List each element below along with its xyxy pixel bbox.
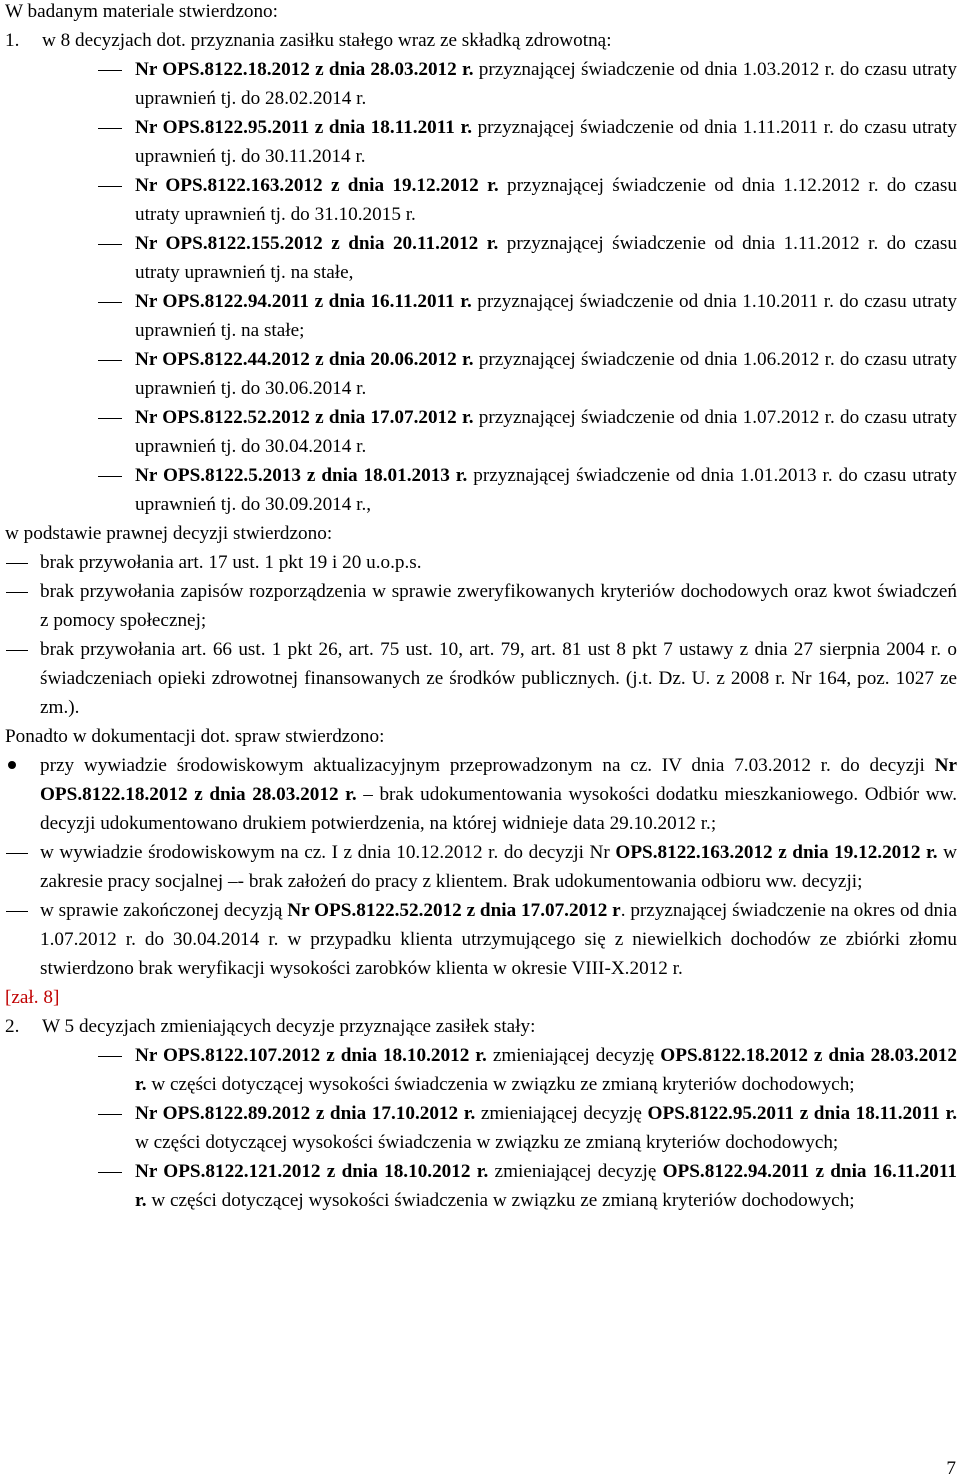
list-item: Nr OPS.8122.155.2012 z dnia 20.11.2012 r. przyznającej świadczenie od dnia 1.11.2012 r. do czasu utraty uprawnień tj. na stałe, <box>5 229 957 287</box>
dash-marker <box>98 461 135 519</box>
list-item: Nr OPS.8122.44.2012 z dnia 20.06.2012 r. przyznającej świadczenie od dnia 1.06.2012 r. do czasu utraty uprawnień tj. do 30.06.2014 r. <box>5 345 957 403</box>
list-item: Nr OPS.8122.18.2012 z dnia 28.03.2012 r. przyznającej świadczenie od dnia 1.03.2012 r. do czasu utraty uprawnień tj. do 28.02.2014 r. <box>5 55 957 113</box>
page-number: 7 <box>946 1458 956 1479</box>
dash-marker <box>5 896 40 983</box>
dash-marker <box>5 838 40 896</box>
dash-marker <box>5 577 40 635</box>
dash-marker <box>98 171 135 229</box>
dash-marker <box>98 403 135 461</box>
dash-marker <box>5 635 40 722</box>
list-item: Nr OPS.8122.94.2011 z dnia 16.11.2011 r. przyznającej świadczenie od dnia 1.10.2011 r. do czasu utraty uprawnień tj. na stałe; <box>5 287 957 345</box>
dash-marker <box>5 548 40 577</box>
list-item: w sprawie zakończonej decyzją Nr OPS.8122.52.2012 z dnia 17.07.2012 r. przyznającej świadczenie na okres od dnia 1.07.2012 r. do 30.04.2014 r. w przypadku klienta utrzymującego się z niewielkich dochodów ze zbiórki złomu stwierdzono brak weryfikacji wysokości zarobków klienta w okresie VIII-X.2012 r. <box>5 896 957 983</box>
attachment-reference: [zał. 8] <box>5 987 60 1008</box>
dash-marker <box>98 55 135 113</box>
dash-marker <box>98 1157 135 1215</box>
intro-text: W badanym materiale stwierdzono: <box>5 1 278 22</box>
section-1 <box>5 26 957 55</box>
list-item: Nr OPS.8122.107.2012 z dnia 18.10.2012 r. zmieniającej decyzję OPS.8122.18.2012 z dnia 28.03.2012 r. w części dotyczącej wysokości świadczenia w związku ze zmianą kryteriów dochodowych; <box>5 1041 957 1099</box>
dash-marker <box>98 287 135 345</box>
docs-heading: Ponadto w dokumentacji dot. spraw stwierdzono: <box>5 726 385 747</box>
section-1-title: w 8 decyzjach dot. przyznania zasiłku stałego wraz ze składką zdrowotną: <box>42 30 612 51</box>
list-item: Nr OPS.8122.89.2012 z dnia 17.10.2012 r. zmieniającej decyzję OPS.8122.95.2011 z dnia 18.11.2011 r. w części dotyczącej wysokości świadczenia w związku ze zmianą kryteriów dochodowych; <box>5 1099 957 1157</box>
dash-marker <box>98 1099 135 1157</box>
dash-marker <box>98 1041 135 1099</box>
section-2-title: W 5 decyzjach zmieniających decyzje przyznające zasiłek stały: <box>42 1016 536 1037</box>
bullet-marker <box>5 751 40 838</box>
list-item: Nr OPS.8122.95.2011 z dnia 18.11.2011 r. przyznającej świadczenie od dnia 1.11.2011 r. do czasu utraty uprawnień tj. do 30.11.2014 r. <box>5 113 957 171</box>
basis-heading: w podstawie prawnej decyzji stwierdzono: <box>5 523 333 544</box>
dash-marker <box>98 345 135 403</box>
page-content <box>5 0 957 1215</box>
list-item: Nr OPS.8122.163.2012 z dnia 19.12.2012 r. przyznającej świadczenie od dnia 1.12.2012 r. do czasu utraty uprawnień tj. do 31.10.2015 r. <box>5 171 957 229</box>
list-item: w wywiadzie środowiskowym na cz. I z dnia 10.12.2012 r. do decyzji Nr OPS.8122.163.2012 z dnia 19.12.2012 r. w zakresie pracy socjalnej –- brak założeń do pracy z klientem. Brak udokumentowania odbioru ww. decyzji; <box>5 838 957 896</box>
list-item: Nr OPS.8122.121.2012 z dnia 18.10.2012 r. zmieniającej decyzję OPS.8122.94.2011 z dnia 16.11.2011 r. w części dotyczącej wysokości świadczenia w związku ze zmianą kryteriów dochodowych; <box>5 1157 957 1215</box>
list-item: przy wywiadzie środowiskowym aktualizacyjnym przeprowadzonym na cz. IV dnia 7.03.2012 r. do decyzji Nr OPS.8122.18.2012 z dnia 28.03.2012 r. – brak udokumentowania wysokości dodatku mieszkaniowego. Odbiór ww. decyzji udokumentowano drukiem potwierdzenia, na której widnieje data 29.10.2012 r.; <box>5 751 957 838</box>
list-item: Nr OPS.8122.5.2013 z dnia 18.01.2013 r. przyznającej świadczenie od dnia 1.01.2013 r. do czasu utraty uprawnień tj. do 30.09.2014 r., <box>5 461 957 519</box>
list-item: Nr OPS.8122.52.2012 z dnia 17.07.2012 r. przyznającej świadczenie od dnia 1.07.2012 r. do czasu utraty uprawnień tj. do 30.04.2014 r. <box>5 403 957 461</box>
list-item: brak przywołania art. 17 ust. 1 pkt 19 i 20 u.o.p.s. <box>5 548 957 577</box>
section-1-number: 1. <box>5 30 20 51</box>
section-2-number: 2. <box>5 1016 20 1037</box>
list-item: brak przywołania zapisów rozporządzenia w sprawie zweryfikowanych kryteriów dochodowych oraz kwot świadczeń z pomocy społecznej; <box>5 577 957 635</box>
decision-list <box>5 55 957 519</box>
dash-marker <box>98 113 135 171</box>
dash-marker <box>98 229 135 287</box>
list-item: brak przywołania art. 66 ust. 1 pkt 26, art. 75 ust. 10, art. 79, art. 81 ust 8 pkt 7 ustawy z dnia 27 sierpnia 2004 r. o świadczeniach opieki zdrowotnej finansowanych ze środków publicznych. (j.t. Dz. U. z 2008 r. Nr 164, poz. 1027 ze zm.). <box>5 635 957 722</box>
section-2 <box>5 1012 957 1041</box>
